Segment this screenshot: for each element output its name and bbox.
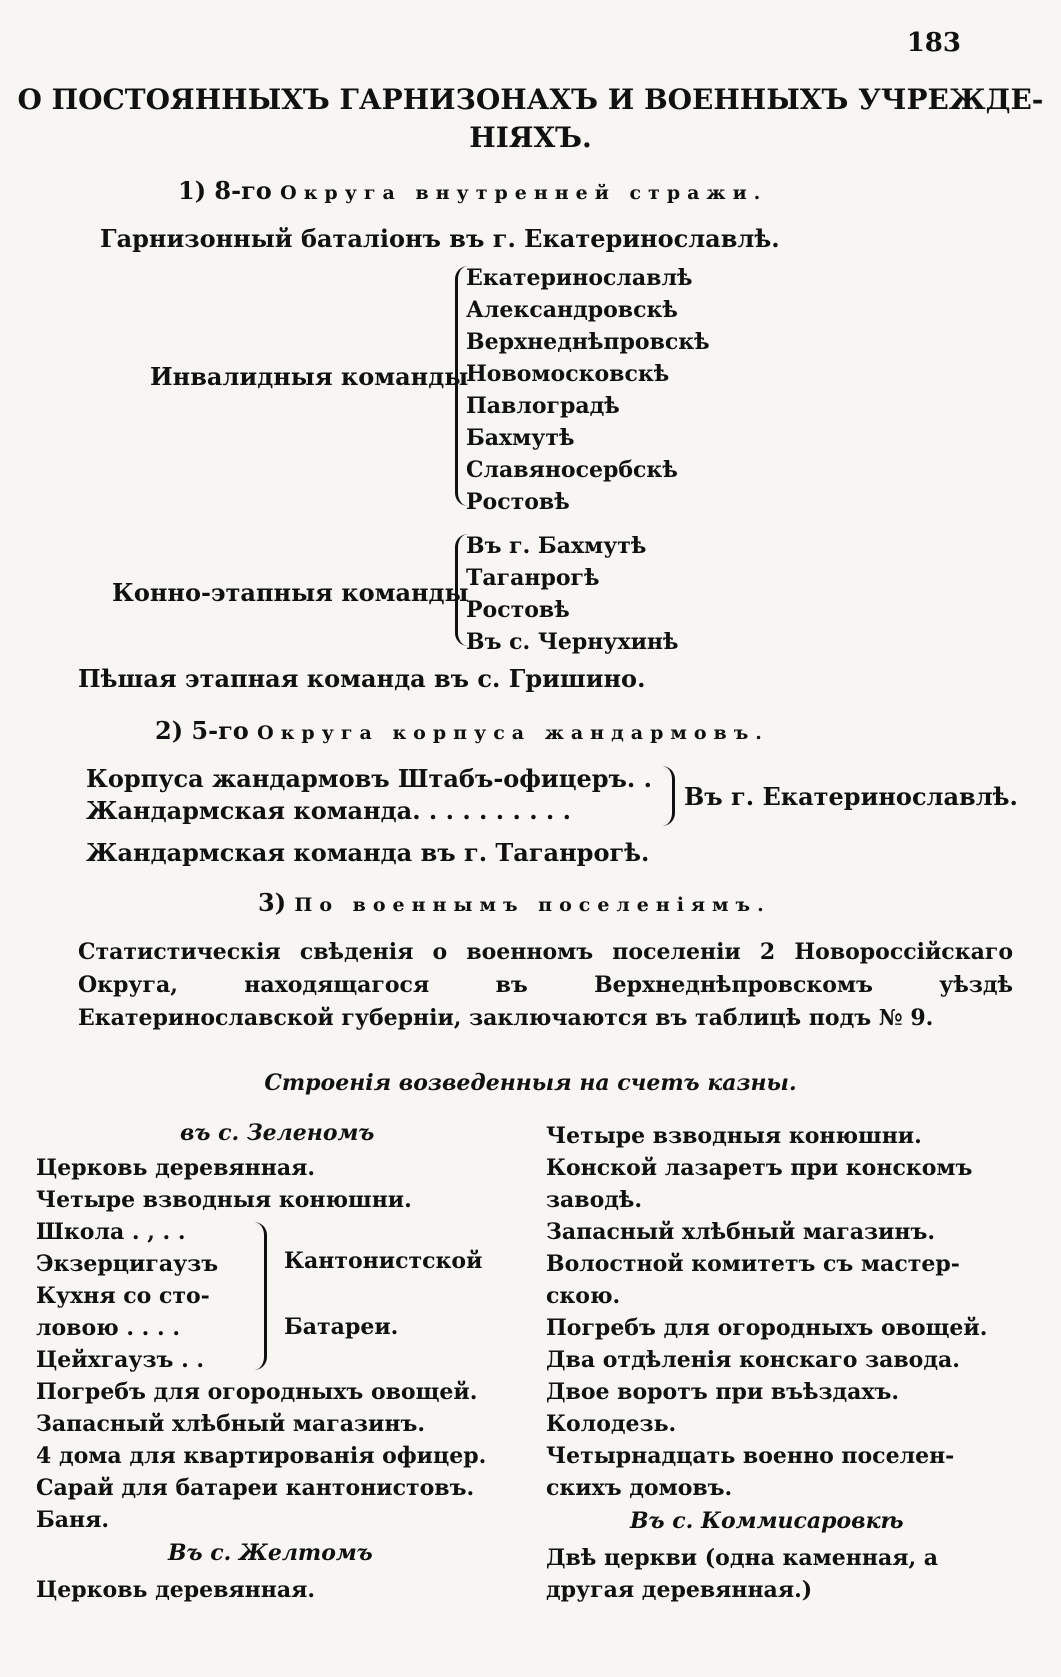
section2-heading <box>155 716 769 745</box>
section1-heading <box>178 176 767 205</box>
list-item: Цейхгаузъ . . <box>36 1347 205 1373</box>
section2-ordinal: 5-го <box>191 716 249 745</box>
convoy-place: Ростовѣ <box>466 597 570 623</box>
invalid-place: Славяносербскѣ <box>466 457 678 483</box>
list-item: Церковь деревянная. <box>36 1155 316 1181</box>
right-list-end <box>546 1542 938 1606</box>
right-list <box>546 1120 987 1504</box>
foot-convoy: Пѣшая этапная команда въ с. Гришино. <box>78 664 646 693</box>
left-list-top <box>36 1152 412 1216</box>
convoy-place: Таганрогѣ <box>466 565 600 591</box>
invalid-places-list <box>466 262 710 518</box>
left-list-end <box>36 1574 315 1606</box>
left-braced-list <box>36 1216 218 1376</box>
list-item: Четыре взводныя конюшни. <box>36 1187 412 1213</box>
list-item: Волостной комитетъ съ мастер- <box>546 1251 960 1277</box>
battery-label: Батареи. <box>284 1314 399 1340</box>
section1-number: 1) <box>178 176 207 205</box>
gendarme-brace <box>662 766 675 826</box>
gendarme-officer-row: Корпуса жандармовъ Штабъ-офицеръ. . <box>86 764 652 793</box>
list-item: Сарай для батареи кантонистовъ. <box>36 1475 475 1501</box>
invalid-place: Екатеринославлѣ <box>466 265 693 291</box>
list-item: заводѣ. <box>546 1187 643 1213</box>
convoy-commands-label: Конно-этапныя команды <box>112 578 469 607</box>
gendarme-location: Въ г. Екатеринославлѣ. <box>684 782 1018 811</box>
village-kommisarovka: Въ с. Коммисаровкѣ <box>630 1508 904 1534</box>
section3-title: По военнымъ поселеніямъ. <box>294 894 771 916</box>
list-item: 4 дома для квартированія офицер. <box>36 1443 487 1469</box>
statistics-paragraph: Статистическія свѣденія о военномъ поселеніи 2 Новороссійскаго Округа, находящагося въ Верхнеднѣпровскомъ уѣздѣ Екатеринославской губерніи, заключаются въ таблицѣ подъ № 9. <box>78 939 1013 1031</box>
gendarme-taganrog: Жандармская команда въ г. Таганрогѣ. <box>86 838 650 867</box>
list-item: Колодезь. <box>546 1411 677 1437</box>
section3-number: 3) <box>258 888 287 917</box>
list-item: ловою . . . . <box>36 1315 180 1341</box>
invalid-place: Бахмутѣ <box>466 425 575 451</box>
list-item: Конской лазаретъ при конскомъ <box>546 1155 973 1181</box>
invalid-place: Ростовѣ <box>466 489 570 515</box>
invalid-place: Александровскѣ <box>466 297 678 323</box>
list-item: Баня. <box>36 1507 110 1533</box>
list-item: скихъ домовъ. <box>546 1475 733 1501</box>
gendarme-team-row: Жандармская команда. . . . . . . . . . <box>86 796 571 825</box>
convoy-place: Въ с. Чернухинѣ <box>466 629 679 655</box>
list-item: другая деревянная.) <box>546 1577 813 1603</box>
invalid-commands-label: Инвалидныя команды <box>150 362 469 391</box>
garrison-battalion: Гарнизонный баталіонъ въ г. Екатеринославлѣ. <box>100 224 780 253</box>
list-item: Двѣ церкви (одна каменная, а <box>546 1545 939 1571</box>
village-zheltoe: Въ с. Желтомъ <box>168 1540 373 1566</box>
section1-ordinal: 8-го <box>214 176 272 205</box>
list-item: Четыре взводныя конюшни. <box>546 1123 922 1149</box>
left-list-bottom <box>36 1376 486 1536</box>
list-item: Запасный хлѣбный магазинъ. <box>546 1219 936 1245</box>
convoy-place: Въ г. Бахмутѣ <box>466 533 647 559</box>
page-title-continued: НІЯХЪ. <box>469 121 592 154</box>
page-title: О ПОСТОЯННЫХЪ ГАРНИЗОНАХЪ И ВОЕННЫХЪ УЧРЕЖДЕ- <box>17 83 1044 116</box>
list-item: Два отдѣленія конскаго завода. <box>546 1347 960 1373</box>
cantonist-brace <box>254 1222 267 1370</box>
list-item: Запасный хлѣбный магазинъ. <box>36 1411 426 1437</box>
invalid-place: Верхнеднѣпровскѣ <box>466 329 710 355</box>
list-item: Кухня со сто- <box>36 1283 210 1309</box>
cantonist-label: Кантонистской <box>284 1248 483 1274</box>
section1-title: Округа внутренней стражи. <box>280 182 768 204</box>
list-item: Погребъ для огородныхъ овощей. <box>36 1379 478 1405</box>
invalid-place: Новомосковскѣ <box>466 361 670 387</box>
section2-title: Округа корпуса жандармовъ. <box>257 722 769 744</box>
village-zelenoe: въ с. Зеленомъ <box>180 1120 375 1146</box>
list-item: Экзерцигаузъ <box>36 1251 219 1277</box>
buildings-subheading: Строенія возведенныя на счетъ казны. <box>264 1070 797 1096</box>
page-number: 183 <box>906 28 961 58</box>
section3-heading <box>258 888 771 917</box>
list-item: скою. <box>546 1283 621 1309</box>
list-item: Четырнадцать военно поселен- <box>546 1443 955 1469</box>
list-item: Двое воротъ при въѣздахъ. <box>546 1379 900 1405</box>
list-item: Погребъ для огородныхъ овощей. <box>546 1315 988 1341</box>
convoy-places-list <box>466 530 679 658</box>
list-item: Церковь деревянная. <box>36 1577 316 1603</box>
invalid-place: Павлоградѣ <box>466 393 620 419</box>
list-item: Школа . , . . <box>36 1219 186 1245</box>
section2-number: 2) <box>155 716 184 745</box>
